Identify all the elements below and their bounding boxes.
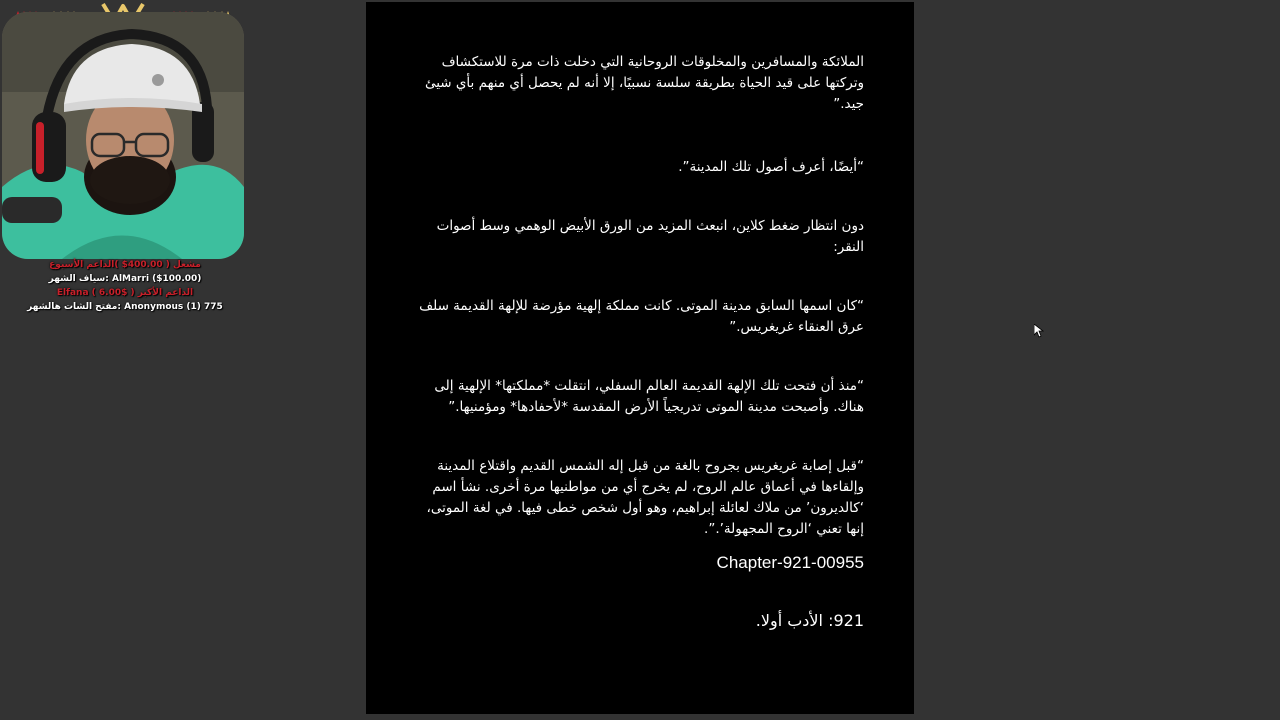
paragraph: “قبل إصابة غريغريس بجروح بالغة من قبل إله الشمس القديم واقتلاع المدينة وإلقاءها في أعماق عالم الروح، لم يخرج أي من مواطنيها مرة أخرى. نشأ اسم ‘كالديرون’ من ملاك لعائلة إبراهيم، وهو أول شخص خطى فيها. في لغة الموتى، إنها تعني ‘الروح المجهولة’.”. <box>426 458 864 537</box>
donor-line: مشعل ( 400.00$ )الداعم الأسبوع <box>49 260 201 270</box>
donor-line: Elfana ( 6.00$ ) الداعم الأكبر <box>56 288 194 298</box>
paragraph: الملائكة والمسافرين والمخلوقات الروحانية التي دخلت ذات مرة للاستكشاف وتركتها على قيد الحياة بطريقة سلسة نسبيًا، إلا أنه لم يحصل أي منهم بأي شيئ جيد.” <box>424 54 864 112</box>
stream-overlay <box>0 0 250 320</box>
chapter-id: Chapter-921-00955 <box>716 553 864 572</box>
webcam-feed <box>2 12 244 259</box>
chapter-title: 921: الأدب أولا. <box>755 611 864 630</box>
donor-line: سياف الشهر: AlMarri ($100.00) <box>48 274 202 284</box>
paragraph: “أيضًا، أعرف أصول تلك المدينة”. <box>678 159 864 175</box>
paragraph: دون انتظار ضغط كلاين، انبعث المزيد من الورق الأبيض الوهمي وسط أصوات النقر: <box>436 218 864 255</box>
document-page[interactable] <box>366 2 914 714</box>
donor-line: مفتح الشات هالشهر: Anonymous (1) 775 <box>27 302 223 312</box>
paragraph: “كان اسمها السابق مدينة الموتى. كانت مملكة إلهية مؤرضة للإلهة القديمة سلف عرق العنقاء غريغريس.” <box>419 298 864 335</box>
paragraph: “منذ أن فتحت تلك الإلهة القديمة العالم السفلي، انتقلت *مملكتها* الإلهية إلى هناك. وأصبحت مدينة الموتى تدريجياً الأرض المقدسة *لأحفادها* ومؤمنيها.” <box>434 378 864 415</box>
mouse-cursor-icon <box>1034 323 1044 342</box>
donor-list <box>0 258 250 314</box>
document-body <box>414 52 864 632</box>
